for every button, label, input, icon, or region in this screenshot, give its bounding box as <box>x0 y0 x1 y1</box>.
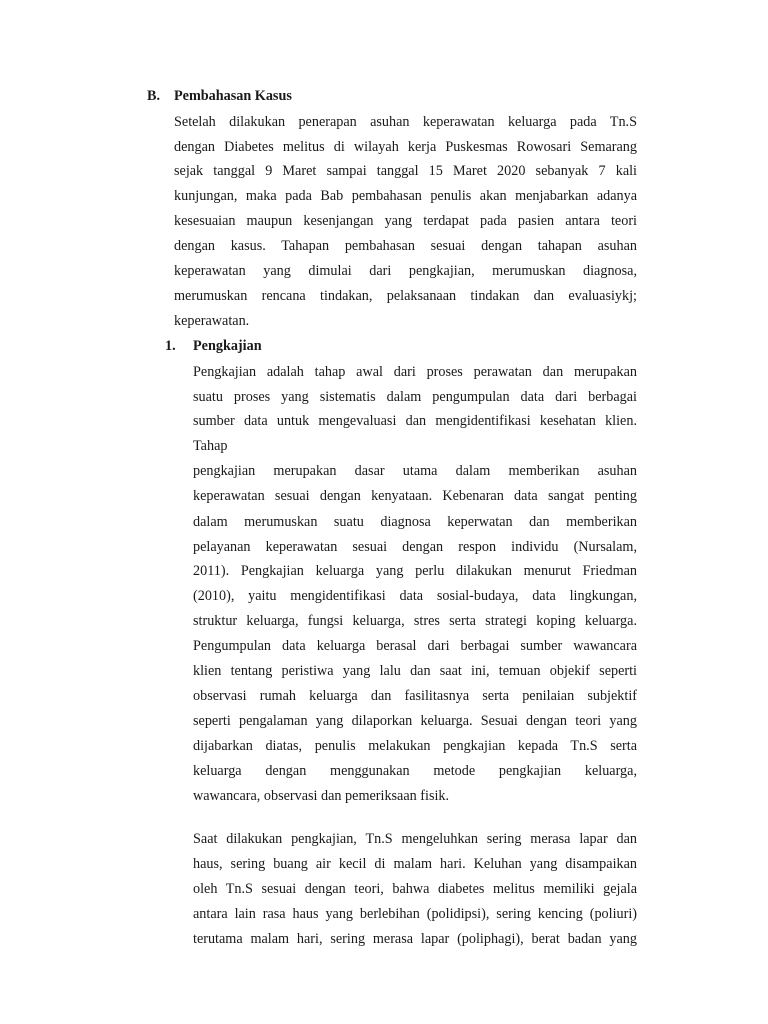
subsection-title: Pengkajian <box>193 338 262 354</box>
paragraph-line: pengkajian merupakan dasar utama dalam memberikan asuhan <box>193 463 637 479</box>
paragraph-line: Pengkajian adalah tahap awal dari proses perawatan dan merupakan <box>193 364 637 380</box>
paragraph-line: keperawatan sesuai dengan kenyataan. Kebenaran data sangat penting <box>193 488 637 504</box>
intro-line: dengan Diabetes melitus di wilayah kerja Puskesmas Rowosari Semarang <box>174 139 637 155</box>
paragraph-line: Saat dilakukan pengkajian, Tn.S mengeluhkan sering merasa lapar dan <box>193 831 637 847</box>
intro-line: kunjungan, maka pada Bab pembahasan penulis akan menjabarkan adanya <box>174 188 637 204</box>
paragraph-line: wawancara, observasi dan pemeriksaan fisik. <box>193 788 450 804</box>
paragraph-line: 2011). Pengkajian keluarga yang perlu dilakukan menurut Friedman <box>193 563 637 579</box>
intro-line: keperawatan yang dimulai dari pengkajian, merumuskan diagnosa, <box>174 263 637 279</box>
paragraph-line: Pengumpulan data keluarga berasal dari berbagai sumber wawancara <box>193 638 637 654</box>
paragraph-line: dalam merumuskan suatu diagnosa keperwatan dan memberikan <box>193 514 637 530</box>
section-marker: B. <box>147 88 161 104</box>
intro-line: sejak tanggal 9 Maret sampai tanggal 15 Maret 2020 sebanyak 7 kali <box>174 163 637 179</box>
paragraph-line: struktur keluarga, fungsi keluarga, stres serta strategi koping keluarga. <box>193 613 637 629</box>
intro-line: dengan kasus. Tahapan pembahasan sesuai dengan tahapan asuhan <box>174 238 637 254</box>
intro-line: kesesuaian maupun kesenjangan yang terdapat pada pasien antara teori <box>174 213 637 229</box>
paragraph-line: seperti pengalaman yang dilaporkan keluarga. Sesuai dengan teori yang <box>193 713 637 729</box>
paragraph-line: dijabarkan diatas, penulis melakukan pengkajian kepada Tn.S serta <box>193 738 637 754</box>
section-title: Pembahasan Kasus <box>174 88 292 104</box>
paragraph-line: antara lain rasa haus yang berlebihan (polidipsi), sering kencing (poliuri) <box>193 906 637 922</box>
paragraph-line: terutama malam hari, sering merasa lapar (poliphagi), berat badan yang <box>193 931 637 947</box>
paragraph-line: haus, sering buang air kecil di malam hari. Keluhan yang disampaikan <box>193 856 637 872</box>
paragraph-line: keluarga dengan menggunakan metode pengkajian keluarga, <box>193 763 637 779</box>
paragraph-line: klien tentang peristiwa yang lalu dan saat ini, temuan objekif seperti <box>193 663 637 679</box>
paragraph-line: pelayanan keperawatan sesuai dengan respon individu (Nursalam, <box>193 539 637 555</box>
paragraph-line: observasi rumah keluarga dan fasilitasnya serta penilaian subjektif <box>193 688 637 704</box>
intro-line: keperawatan. <box>174 313 250 329</box>
paragraph-line: sumber data untuk mengevaluasi dan mengidentifikasi kesehatan klien. <box>193 413 637 429</box>
paragraph-line: suatu proses yang sistematis dalam pengumpulan data dari berbagai <box>193 389 637 405</box>
paragraph-line: (2010), yaitu mengidentifikasi data sosial-budaya, data lingkungan, <box>193 588 637 604</box>
intro-line: merumuskan rencana tindakan, pelaksanaan tindakan dan evaluasiykj; <box>174 288 637 304</box>
intro-line: Setelah dilakukan penerapan asuhan keperawatan keluarga pada Tn.S <box>174 114 637 130</box>
paragraph-line: oleh Tn.S sesuai dengan teori, bahwa diabetes melitus memiliki gejala <box>193 881 637 897</box>
subsection-marker: 1. <box>165 338 176 354</box>
paragraph-line: Tahap <box>193 438 228 454</box>
